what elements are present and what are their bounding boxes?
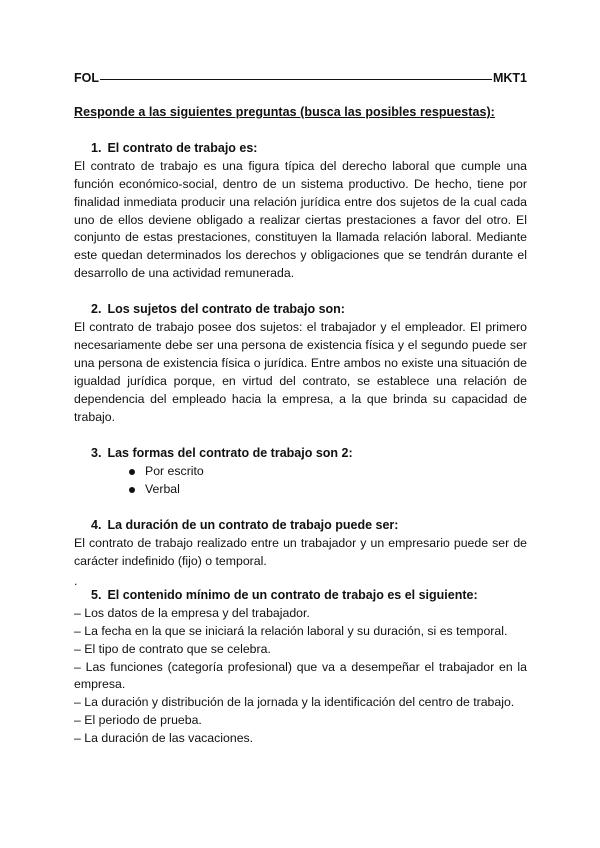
section-3 — [74, 445, 527, 500]
section-3-title — [74, 445, 527, 463]
section-5-title — [74, 587, 527, 605]
header-underline — [100, 79, 492, 80]
document-page — [74, 70, 527, 748]
minimum-content-list — [74, 605, 527, 748]
list-item: – El tipo de contrato que se celebra. — [74, 641, 271, 656]
section-5-heading: El contenido mínimo de un contrato de trabajo es el siguiente: — [107, 587, 478, 602]
contract-forms-list — [74, 463, 527, 499]
document-header — [74, 70, 527, 88]
section-4-number: 4. — [91, 518, 102, 533]
section-4 — [74, 517, 527, 587]
section-4-body: El contrato de trabajo realizado entre un trabajador y un empresario puede ser de carácter indefinido (fijo) o temporal. — [74, 536, 527, 568]
class-label: MKT1 — [492, 71, 527, 85]
section-1-body: El contrato de trabajo es una figura típica del derecho laboral que cumple una función económico-social, dentro de un sistema productivo. De hecho, tiene por finalidad inmediata producir una relación jurídica entre dos sujetos de la cual cada uno de ellos deviene obligado a realizar ciertas prestaciones a favor del otro. El conjunto de estas prestaciones, constituyen la llamada relación laboral. Mediante este quedan determinados los derechos y obligaciones que se tendrán durante el desarrollo de una actividad remunerada. — [74, 158, 527, 281]
section-2-number: 2. — [91, 302, 102, 317]
list-item: – La fecha en la que se iniciará la relación laboral y su duración, si es temporal. — [74, 623, 508, 638]
section-2-body: El contrato de trabajo posee dos sujetos: el trabajador y el empleador. El primero necesariamente debe ser una persona de existencia física y el segundo puede ser una persona de existencia física o jurídica. Entre ambos no existe una situación de igualdad jurídica porque, en virtud del contrato, se establece una relación de dependencia del empleado hacia la empresa, a la que brinda su capacidad de trabajo. — [74, 320, 527, 424]
instructions-heading: Responde a las siguientes preguntas (busca las posibles respuestas): — [74, 105, 495, 119]
list-item: – El periodo de prueba. — [74, 713, 202, 728]
section-1-heading: El contrato de trabajo es: — [107, 140, 258, 155]
section-1-title — [74, 140, 527, 158]
stray-period: . — [74, 573, 78, 588]
subject-label: FOL — [74, 71, 99, 85]
section-3-heading: Las formas del contrato de trabajo son 2: — [107, 445, 353, 460]
section-3-number: 3. — [91, 445, 102, 460]
section-2 — [74, 301, 527, 426]
section-1 — [74, 140, 527, 283]
list-item: Por escrito — [129, 463, 527, 481]
list-item: Verbal — [129, 481, 527, 499]
section-4-title — [74, 517, 527, 535]
section-4-heading: La duración de un contrato de trabajo puede ser: — [107, 518, 399, 533]
list-item: – Las funciones (categoría profesional) que va a desempeñar el trabajador en la empresa. — [74, 659, 527, 692]
section-5-number: 5. — [91, 587, 102, 602]
section-2-title — [74, 301, 527, 319]
section-5 — [74, 587, 527, 748]
list-item: – Los datos de la empresa y del trabajador. — [74, 605, 310, 620]
list-item: – La duración y distribución de la jornada y la identificación del centro de trabajo. — [74, 695, 515, 710]
section-2-heading: Los sujetos del contrato de trabajo son: — [107, 302, 345, 317]
section-1-number: 1. — [91, 140, 102, 155]
list-item: – La duración de las vacaciones. — [74, 731, 254, 746]
